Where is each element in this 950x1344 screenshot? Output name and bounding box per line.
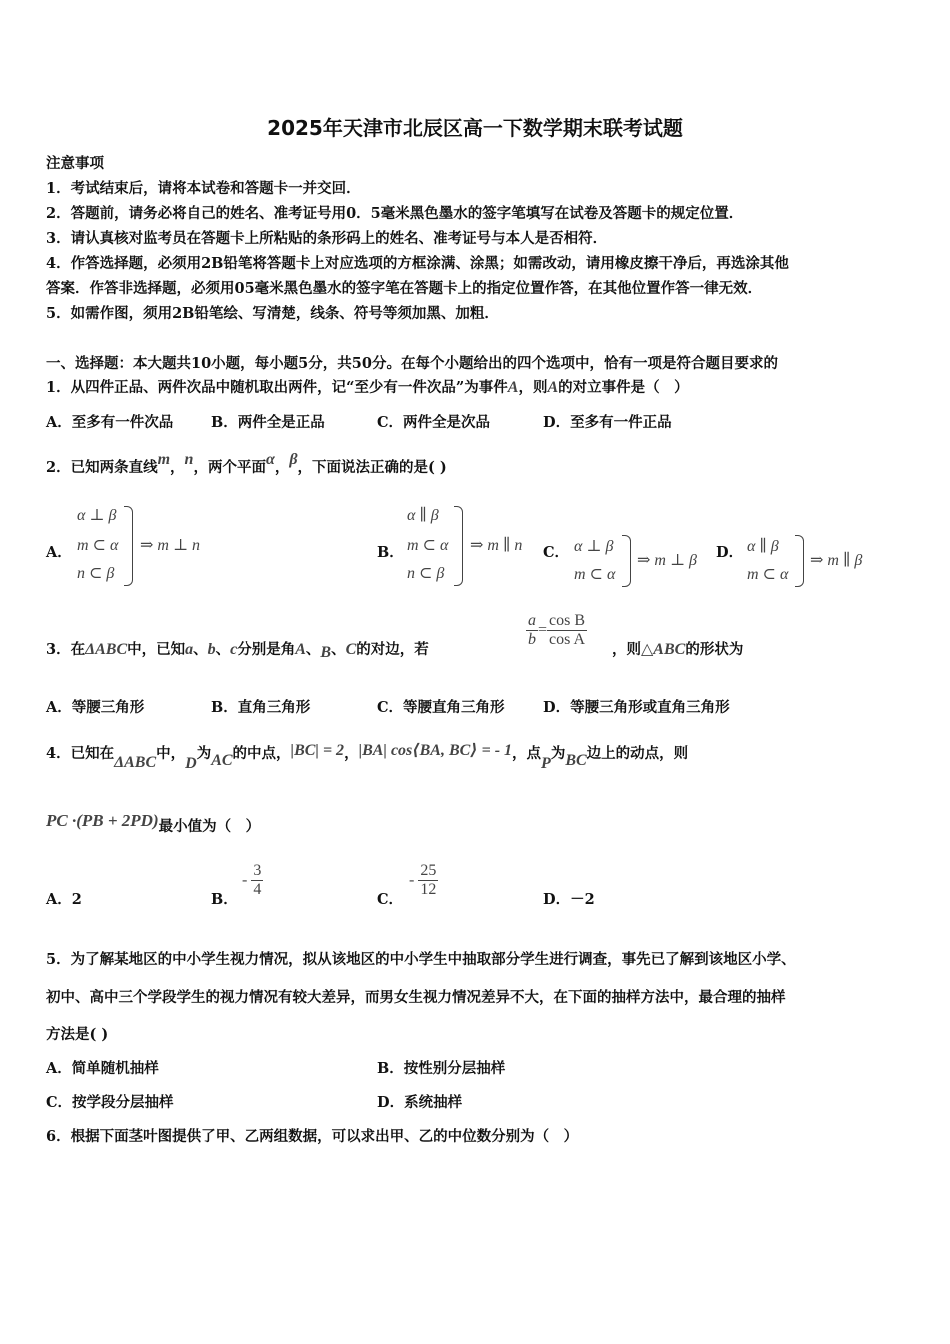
question-1-option-b: B．两件全是正品 [211, 414, 325, 431]
question-5-stem-line2: 初中、高中三个学段学生的视力情况有较大差异，而男女生视力情况差异不大，在下面的抽样方法中，最合理的抽样 [46, 989, 786, 1006]
notice-item: 4．作答选择题，必须用2B铅笔将答题卡上对应选项的方框涂满、涂黑；如需改动，请用橡皮擦干净后，再选涂其他 [46, 255, 789, 272]
notice-item: 答案．作答非选择题，必须用05毫米黑色墨水的签字笔在答题卡上的指定位置作答，在其他位置作答一律无效． [46, 280, 763, 297]
question-5-stem-line1: 5．为了解某地区的中小学生视力情况，拟从该地区的中小学生中抽取部分学生进行调查，事先已了解到该地区小学、 [46, 951, 796, 968]
notice-heading: 注意事项 [46, 155, 104, 172]
question-2-option-a-line2: m ⊂ α [77, 537, 119, 554]
question-4-stem: 4．已知在ΔABC中，D为AC的中点，|BC| = 2，|BA| cos⟨BA, BC⟩ = - 1，点P为BC边上的动点，则 [46, 742, 689, 772]
question-4-option-b: B． [211, 891, 238, 908]
question-3-stem: 3．在ΔABC中，已知a、b、c分别是角A、B、C的对边，若 [46, 641, 429, 661]
question-2-option-b-label: B． [377, 544, 404, 561]
question-2-option-c-label: C． [543, 544, 570, 561]
notice-item: 5．如需作图，须用2B铅笔绘、写清楚，线条、符号等须加黑、加粗． [46, 305, 499, 322]
question-3-option-c: C．等腰直角三角形 [377, 699, 505, 716]
question-2-option-a-label: A． [46, 544, 72, 561]
question-5-stem-line3: 方法是( ) [46, 1026, 109, 1043]
question-6-stem: 6．根据下面茎叶图提供了甲、乙两组数据，可以求出甲、乙的中位数分别为（ ） [46, 1128, 579, 1145]
question-5-option-d: D．系统抽样 [377, 1094, 463, 1111]
brace-icon [124, 506, 133, 586]
question-3-option-b: B．直角三角形 [211, 699, 311, 716]
notice-item: 3．请认真核对监考员在答题卡上所粘贴的条形码上的姓名、准考证号与本人是否相符． [46, 230, 608, 247]
brace-icon [454, 506, 463, 586]
question-3-option-a: A．等腰三角形 [46, 699, 145, 716]
brace-icon [795, 535, 804, 587]
question-3-equation: $\frac{a}{b}$ = $\frac{\text{cos B}}{\text{cos A}}$ [528, 612, 586, 648]
question-3-option-d: D．等腰三角形或直角三角形 [543, 699, 730, 716]
question-1-option-c: C．两件全是次品 [377, 414, 491, 431]
brace-icon [622, 535, 631, 587]
question-2-option-b-line3: n ⊂ β [407, 565, 445, 582]
question-2-option-a-line3: n ⊂ β [77, 565, 115, 582]
question-2-option-a-line1: α ⊥ β [77, 507, 117, 524]
question-2-option-d-line2: m ⊂ α [747, 566, 789, 583]
question-4-stem-line2: PC ·(PB + 2PD)最小值为（ ） [46, 811, 261, 835]
question-5-option-c: C．按学段分层抽样 [46, 1094, 174, 1111]
question-2-option-b-conclusion: ⇒ m ∥ n [470, 537, 523, 554]
question-4-option-c: C． [377, 891, 404, 908]
question-4-option-c-value: - $\frac{25}{12}$ [409, 862, 437, 898]
question-2-stem: 2．已知两条直线m，n，两个平面α，β，下面说法正确的是( ) [46, 451, 447, 476]
question-2-option-b-line2: m ⊂ α [407, 537, 449, 554]
page-title: 2025年天津市北辰区高一下数学期末联考试题 [267, 116, 683, 140]
notice-item: 1．考试结束后，请将本试卷和答题卡一并交回． [46, 180, 361, 197]
question-4-option-b-value: - $\frac{3}{4}$ [242, 862, 262, 898]
question-2-option-d-conclusion: ⇒ m ∥ β [810, 552, 863, 569]
question-2-option-c-conclusion: ⇒ m ⊥ β [637, 552, 697, 569]
question-2-option-a-conclusion: ⇒ m ⊥ n [140, 537, 201, 554]
question-1-option-d: D．至多有一件正品 [543, 414, 672, 431]
question-1-stem: 1．从四件正品、两件次品中随机取出两件，记“至少有一件次品”为事件A，则A的对立事件是（ ） [46, 379, 689, 396]
question-2-option-c-line1: α ⊥ β [574, 538, 614, 555]
question-1-option-a: A．至多有一件次品 [46, 414, 174, 431]
notice-item: 2．答题前，请务必将自己的姓名、准考证号用0．5毫米黑色墨水的签字笔填写在试卷及答题卡的规定位置． [46, 205, 744, 222]
question-2-option-d-line1: α ∥ β [747, 538, 779, 555]
question-2-option-b-line1: α ∥ β [407, 507, 439, 524]
question-2-option-d-label: D． [716, 544, 744, 561]
question-3-stem-end: ，则△ABC的形状为 [612, 641, 744, 658]
question-5-option-b: B．按性别分层抽样 [377, 1060, 506, 1077]
question-4-option-a: A．2 [46, 891, 82, 908]
question-5-option-a: A．简单随机抽样 [46, 1060, 159, 1077]
section-heading: 一、选择题：本大题共10小题，每小题5分，共50分。在每个小题给出的四个选项中，恰有一项是符合题目要求的 [46, 355, 778, 372]
question-4-option-d: D．－2 [543, 891, 595, 908]
question-2-option-c-line2: m ⊂ α [574, 566, 616, 583]
